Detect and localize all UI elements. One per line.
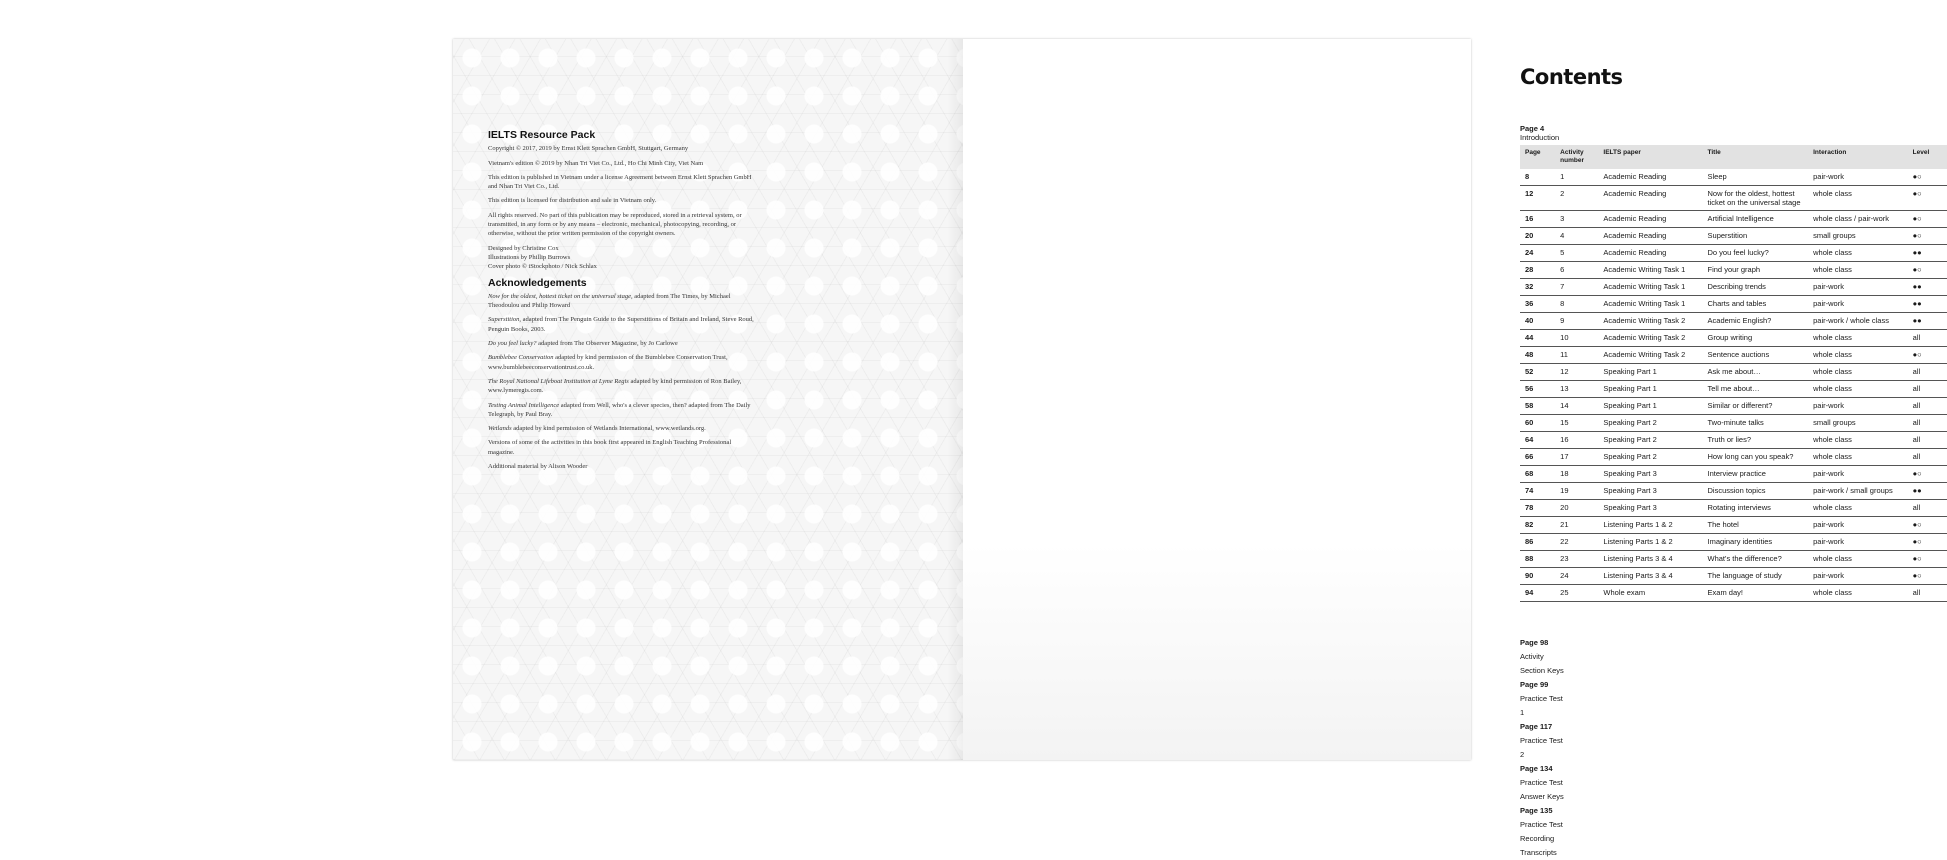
rights-text: All rights reserved. No part of this publication may be reproduced, stored in a retrieval system, or transmitted, in any form or by any means – electronic, mechanical, photocopying, recording, or otherwise, without the prior written permission of the copyright owners.	[488, 211, 742, 238]
row-interaction: whole class	[1808, 245, 1908, 262]
license-text: This edition is published in Vietnam under a license Agreement between Ernst Klett Sprachen GmbH and Nhan Tri Viet Co., Ltd.	[488, 173, 752, 191]
contents-table	[1520, 145, 1947, 602]
row-interaction: pair-work	[1808, 279, 1908, 296]
row-title: Discussion topics	[1703, 483, 1809, 500]
appendix-label: Practice Test Recording Transcripts	[1520, 820, 1563, 857]
header-page: Page	[1525, 149, 1541, 156]
row-title: Charts and tables	[1703, 296, 1809, 313]
row-activity: 16	[1555, 432, 1598, 449]
intro-entry	[1520, 124, 1568, 142]
row-interaction: whole class / pair-work	[1808, 211, 1908, 228]
row-title: Two-minute talks	[1703, 415, 1809, 432]
row-page: 74	[1520, 483, 1555, 500]
acknowledgements-title: Acknowledgements	[488, 276, 587, 289]
row-activity: 3	[1555, 211, 1598, 228]
row-interaction: pair-work	[1808, 169, 1908, 186]
table-row	[1520, 169, 1947, 186]
row-level: all	[1908, 398, 1947, 415]
row-level: ●○	[1908, 211, 1947, 228]
row-activity: 17	[1555, 449, 1598, 466]
row-paper: Listening Parts 3 & 4	[1598, 551, 1702, 568]
row-page: 52	[1520, 364, 1555, 381]
row-page: 32	[1520, 279, 1555, 296]
table-row	[1520, 466, 1947, 483]
acknowledgement-work: Do you feel lucky?	[488, 340, 537, 348]
table-row	[1520, 551, 1947, 568]
row-paper: Academic Writing Task 2	[1598, 313, 1702, 330]
row-level: ●●	[1908, 245, 1947, 262]
table-row	[1520, 364, 1947, 381]
row-paper: Academic Writing Task 2	[1598, 330, 1702, 347]
cover-credit: Cover photo © iStockphoto / Nick Schlax	[488, 263, 597, 271]
row-interaction: pair-work / whole class	[1808, 313, 1908, 330]
row-paper: Whole exam	[1598, 585, 1702, 602]
row-page: 66	[1520, 449, 1555, 466]
appendix-page: Page 135	[1520, 806, 1553, 815]
acknowledgement-source: adapted by kind permission of Wetlands International, www.wetlands.org.	[511, 425, 706, 433]
row-level: ●○	[1908, 517, 1947, 534]
row-interaction: pair-work / small groups	[1808, 483, 1908, 500]
acknowledgement-source: adapted by kind permission of the Bumblebee Conservation Trust, www.bumblebeeconservationtrust.co.uk.	[488, 354, 728, 371]
acknowledgement-work: The Royal National Lifeboat Institution at Lyme Regis	[488, 377, 629, 385]
row-interaction: pair-work	[1808, 398, 1908, 415]
row-level: all	[1908, 500, 1947, 517]
acknowledgement-item	[488, 292, 758, 311]
row-title: Rotating interviews	[1703, 500, 1809, 517]
row-activity: 25	[1555, 585, 1598, 602]
row-title: Exam day!	[1703, 585, 1809, 602]
acknowledgement-source: adapted by kind permission of Ron Bailey, www.lymeregis.com.	[488, 377, 742, 395]
row-title: Find your graph	[1703, 262, 1809, 279]
acknowledgement-source: adapted from The Observer Magazine, by Jo Carlowe	[536, 340, 678, 348]
row-interaction: whole class	[1808, 432, 1908, 449]
row-level: all	[1908, 449, 1947, 466]
table-row	[1520, 483, 1947, 500]
row-paper: Speaking Part 3	[1598, 500, 1702, 517]
row-paper: Academic Writing Task 1	[1598, 296, 1702, 313]
row-activity: 19	[1555, 483, 1598, 500]
table-row	[1520, 432, 1947, 449]
row-interaction: whole class	[1808, 500, 1908, 517]
row-paper: Listening Parts 1 & 2	[1598, 534, 1702, 551]
table-row	[1520, 585, 1947, 602]
appendix-entry	[1520, 720, 1568, 762]
imprint-title: IELTS Resource Pack	[488, 129, 596, 141]
row-activity: 12	[1555, 364, 1598, 381]
row-page: 82	[1520, 517, 1555, 534]
appendix-entry	[1520, 678, 1568, 720]
row-interaction: pair-work	[1808, 466, 1908, 483]
row-page: 40	[1520, 313, 1555, 330]
row-paper: Speaking Part 3	[1598, 466, 1702, 483]
row-title: Describing trends	[1703, 279, 1809, 296]
row-paper: Academic Writing Task 1	[1598, 279, 1702, 296]
row-activity: 7	[1555, 279, 1598, 296]
row-activity: 21	[1555, 517, 1598, 534]
row-interaction: whole class	[1808, 330, 1908, 347]
table-row	[1520, 330, 1947, 347]
appendix-entry	[1520, 762, 1568, 804]
row-activity: 2	[1555, 186, 1598, 211]
row-activity: 1	[1555, 169, 1598, 186]
row-title: Group writing	[1703, 330, 1809, 347]
table-row	[1520, 500, 1947, 517]
row-title: What's the difference?	[1703, 551, 1809, 568]
row-interaction: pair-work	[1808, 568, 1908, 585]
row-interaction: whole class	[1808, 551, 1908, 568]
table-row	[1520, 262, 1947, 279]
row-paper: Speaking Part 2	[1598, 432, 1702, 449]
acknowledgement-source: Versions of some of the activities in this book first appeared in English Teaching Professional magazine.	[488, 439, 732, 456]
row-paper: Academic Writing Task 2	[1598, 347, 1702, 364]
row-paper: Academic Reading	[1598, 245, 1702, 262]
contents-body	[1520, 169, 1947, 602]
row-page: 68	[1520, 466, 1555, 483]
row-activity: 10	[1555, 330, 1598, 347]
acknowledgement-item	[488, 401, 758, 420]
row-activity: 4	[1555, 228, 1598, 245]
header-interaction: Interaction	[1813, 149, 1847, 156]
appendix-label: Practice Test 1	[1520, 694, 1563, 717]
acknowledgement-work: Wetlands	[488, 425, 512, 433]
contents-header-row	[1520, 145, 1947, 169]
acknowledgement-item	[488, 424, 758, 433]
table-row	[1520, 534, 1947, 551]
acknowledgement-work: Testing Animal Intelligence	[488, 401, 560, 409]
row-paper: Speaking Part 3	[1598, 483, 1702, 500]
appendix-page: Page 98	[1520, 638, 1549, 647]
row-level: all	[1908, 330, 1947, 347]
acknowledgement-source: Additional material by Alison Wooder	[488, 463, 588, 471]
acknowledgements-list	[488, 292, 758, 471]
appendix-page: Page 134	[1520, 764, 1553, 773]
row-interaction: small groups	[1808, 415, 1908, 432]
row-activity: 5	[1555, 245, 1598, 262]
row-level: ●●	[1908, 279, 1947, 296]
table-row	[1520, 398, 1947, 415]
row-title: Tell me about…	[1703, 381, 1809, 398]
row-interaction: whole class	[1808, 364, 1908, 381]
row-paper: Listening Parts 3 & 4	[1598, 568, 1702, 585]
row-level: ●○	[1908, 262, 1947, 279]
row-page: 64	[1520, 432, 1555, 449]
row-activity: 14	[1555, 398, 1598, 415]
table-row	[1520, 347, 1947, 364]
row-page: 20	[1520, 228, 1555, 245]
row-title: Interview practice	[1703, 466, 1809, 483]
row-paper: Speaking Part 1	[1598, 364, 1702, 381]
row-activity: 23	[1555, 551, 1598, 568]
table-row	[1520, 296, 1947, 313]
row-interaction: small groups	[1808, 228, 1908, 245]
row-interaction: whole class	[1808, 381, 1908, 398]
row-paper: Academic Reading	[1598, 169, 1702, 186]
credits	[488, 244, 758, 272]
row-interaction: whole class	[1808, 262, 1908, 279]
row-page: 48	[1520, 347, 1555, 364]
imprint-block	[488, 131, 758, 476]
row-page: 44	[1520, 330, 1555, 347]
row-paper: Academic Writing Task 1	[1598, 262, 1702, 279]
row-paper: Listening Parts 1 & 2	[1598, 517, 1702, 534]
row-activity: 18	[1555, 466, 1598, 483]
row-title: Artificial Intelligence	[1703, 211, 1809, 228]
row-title: Do you feel lucky?	[1703, 245, 1809, 262]
acknowledgement-source: adapted from The Times, by Michael Theodoulou and Philip Howard	[488, 292, 731, 310]
appendix-label: Practice Test Answer Keys	[1520, 778, 1564, 801]
row-activity: 6	[1555, 262, 1598, 279]
row-page: 16	[1520, 211, 1555, 228]
row-title: Similar or different?	[1703, 398, 1809, 415]
illustrations-credit: Illustrations by Phillip Burrows	[488, 253, 571, 261]
row-page: 36	[1520, 296, 1555, 313]
row-paper: Academic Reading	[1598, 228, 1702, 245]
row-page: 12	[1520, 186, 1555, 211]
row-paper: Academic Reading	[1598, 211, 1702, 228]
row-interaction: pair-work	[1808, 517, 1908, 534]
row-level: ●○	[1908, 466, 1947, 483]
row-activity: 24	[1555, 568, 1598, 585]
intro-page: Page 4	[1520, 124, 1545, 133]
row-level: ●●	[1908, 483, 1947, 500]
row-title: Sentence auctions	[1703, 347, 1809, 364]
table-row	[1520, 449, 1947, 466]
appendix-label: Practice Test 2	[1520, 736, 1563, 759]
row-level: ●○	[1908, 551, 1947, 568]
row-level: ●○	[1908, 568, 1947, 585]
header-paper: IELTS paper	[1603, 149, 1641, 156]
row-page: 88	[1520, 551, 1555, 568]
row-page: 86	[1520, 534, 1555, 551]
row-title: The hotel	[1703, 517, 1809, 534]
row-activity: 11	[1555, 347, 1598, 364]
row-paper: Speaking Part 1	[1598, 381, 1702, 398]
intro-label: Introduction	[1520, 133, 1560, 142]
acknowledgement-work: Now for the oldest, hottest ticket on the universal stage,	[488, 292, 633, 300]
row-level: ●○	[1908, 228, 1947, 245]
appendix-page: Page 99	[1520, 680, 1549, 689]
row-interaction: whole class	[1808, 585, 1908, 602]
row-activity: 9	[1555, 313, 1598, 330]
acknowledgement-item	[488, 377, 758, 396]
book-spread	[453, 39, 1930, 857]
header-title: Title	[1707, 149, 1721, 156]
acknowledgement-item	[488, 462, 758, 471]
contents-title: Contents	[1520, 65, 1623, 89]
header-activity: Activity number	[1560, 149, 1585, 164]
appendix-label: Activity Section Keys	[1520, 652, 1564, 675]
acknowledgement-item	[488, 438, 758, 457]
row-title: Sleep	[1703, 169, 1809, 186]
row-activity: 20	[1555, 500, 1598, 517]
appendix-entry	[1520, 636, 1568, 678]
left-page	[453, 39, 963, 760]
designed-credit: Designed by Christine Cox	[488, 244, 559, 252]
row-title: How long can you speak?	[1703, 449, 1809, 466]
row-title: Ask me about…	[1703, 364, 1809, 381]
row-title: Now for the oldest, hottest ticket on the universal stage	[1703, 186, 1809, 211]
right-page	[963, 39, 1930, 857]
table-row	[1520, 313, 1947, 330]
appendix-entry	[1520, 804, 1568, 860]
table-row	[1520, 568, 1947, 585]
row-level: all	[1908, 381, 1947, 398]
acknowledgement-item	[488, 353, 758, 372]
row-page: 60	[1520, 415, 1555, 432]
row-activity: 8	[1555, 296, 1598, 313]
row-page: 58	[1520, 398, 1555, 415]
row-title: Imaginary identities	[1703, 534, 1809, 551]
table-row	[1520, 381, 1947, 398]
acknowledgement-work: Superstition,	[488, 316, 522, 324]
row-interaction: whole class	[1808, 186, 1908, 211]
row-paper: Speaking Part 2	[1598, 449, 1702, 466]
row-level: all	[1908, 432, 1947, 449]
distribution-text: This edition is licensed for distribution and sale in Vietnam only.	[488, 197, 657, 205]
table-row	[1520, 517, 1947, 534]
acknowledgement-source: adapted from Well, who's a clever species, then? adapted from The Daily Telegraph, by Paul Bray.	[488, 401, 751, 418]
table-row	[1520, 245, 1947, 262]
row-activity: 22	[1555, 534, 1598, 551]
table-row	[1520, 186, 1947, 211]
row-interaction: pair-work	[1808, 534, 1908, 551]
row-page: 56	[1520, 381, 1555, 398]
row-page: 8	[1520, 169, 1555, 186]
row-paper: Speaking Part 2	[1598, 415, 1702, 432]
row-level: all	[1908, 415, 1947, 432]
row-interaction: whole class	[1808, 347, 1908, 364]
row-page: 90	[1520, 568, 1555, 585]
row-level: ●○	[1908, 186, 1947, 211]
header-level: Level	[1912, 149, 1930, 156]
row-page: 28	[1520, 262, 1555, 279]
copyright-text: Copyright © 2017, 2019 by Ernst Klett Sprachen GmbH, Stuttgart, Germany	[488, 145, 689, 153]
row-level: ●●	[1908, 313, 1947, 330]
row-paper: Speaking Part 1	[1598, 398, 1702, 415]
row-level: ●●	[1908, 296, 1947, 313]
row-page: 24	[1520, 245, 1555, 262]
row-level: all	[1908, 364, 1947, 381]
row-level: ●○	[1908, 534, 1947, 551]
appendix-page: Page 117	[1520, 722, 1553, 731]
row-page: 94	[1520, 585, 1555, 602]
row-title: Superstition	[1703, 228, 1809, 245]
acknowledgement-item	[488, 315, 758, 334]
table-row	[1520, 228, 1947, 245]
row-interaction: pair-work	[1808, 296, 1908, 313]
row-interaction: whole class	[1808, 449, 1908, 466]
row-level: all	[1908, 585, 1947, 602]
row-paper: Academic Reading	[1598, 186, 1702, 211]
row-activity: 15	[1555, 415, 1598, 432]
row-title: Truth or lies?	[1703, 432, 1809, 449]
acknowledgement-source: adapted from The Penguin Guide to the Superstitions of Britain and Ireland, Steve Roud, Penguin Books, 2003.	[488, 316, 754, 333]
row-title: The language of study	[1703, 568, 1809, 585]
vietnam-edition-text: Vietnam's edition © 2019 by Nhan Tri Viet Co., Ltd., Ho Chi Minh City, Viet Nam	[488, 159, 704, 167]
row-title: Academic English?	[1703, 313, 1809, 330]
appendix-list	[1520, 636, 1568, 860]
row-activity: 13	[1555, 381, 1598, 398]
row-page: 78	[1520, 500, 1555, 517]
table-row	[1520, 211, 1947, 228]
row-level: ●○	[1908, 347, 1947, 364]
table-row	[1520, 279, 1947, 296]
table-row	[1520, 415, 1947, 432]
row-level: ●○	[1908, 169, 1947, 186]
acknowledgement-work: Bumblebee Conservation	[488, 354, 554, 362]
acknowledgement-item	[488, 339, 758, 348]
